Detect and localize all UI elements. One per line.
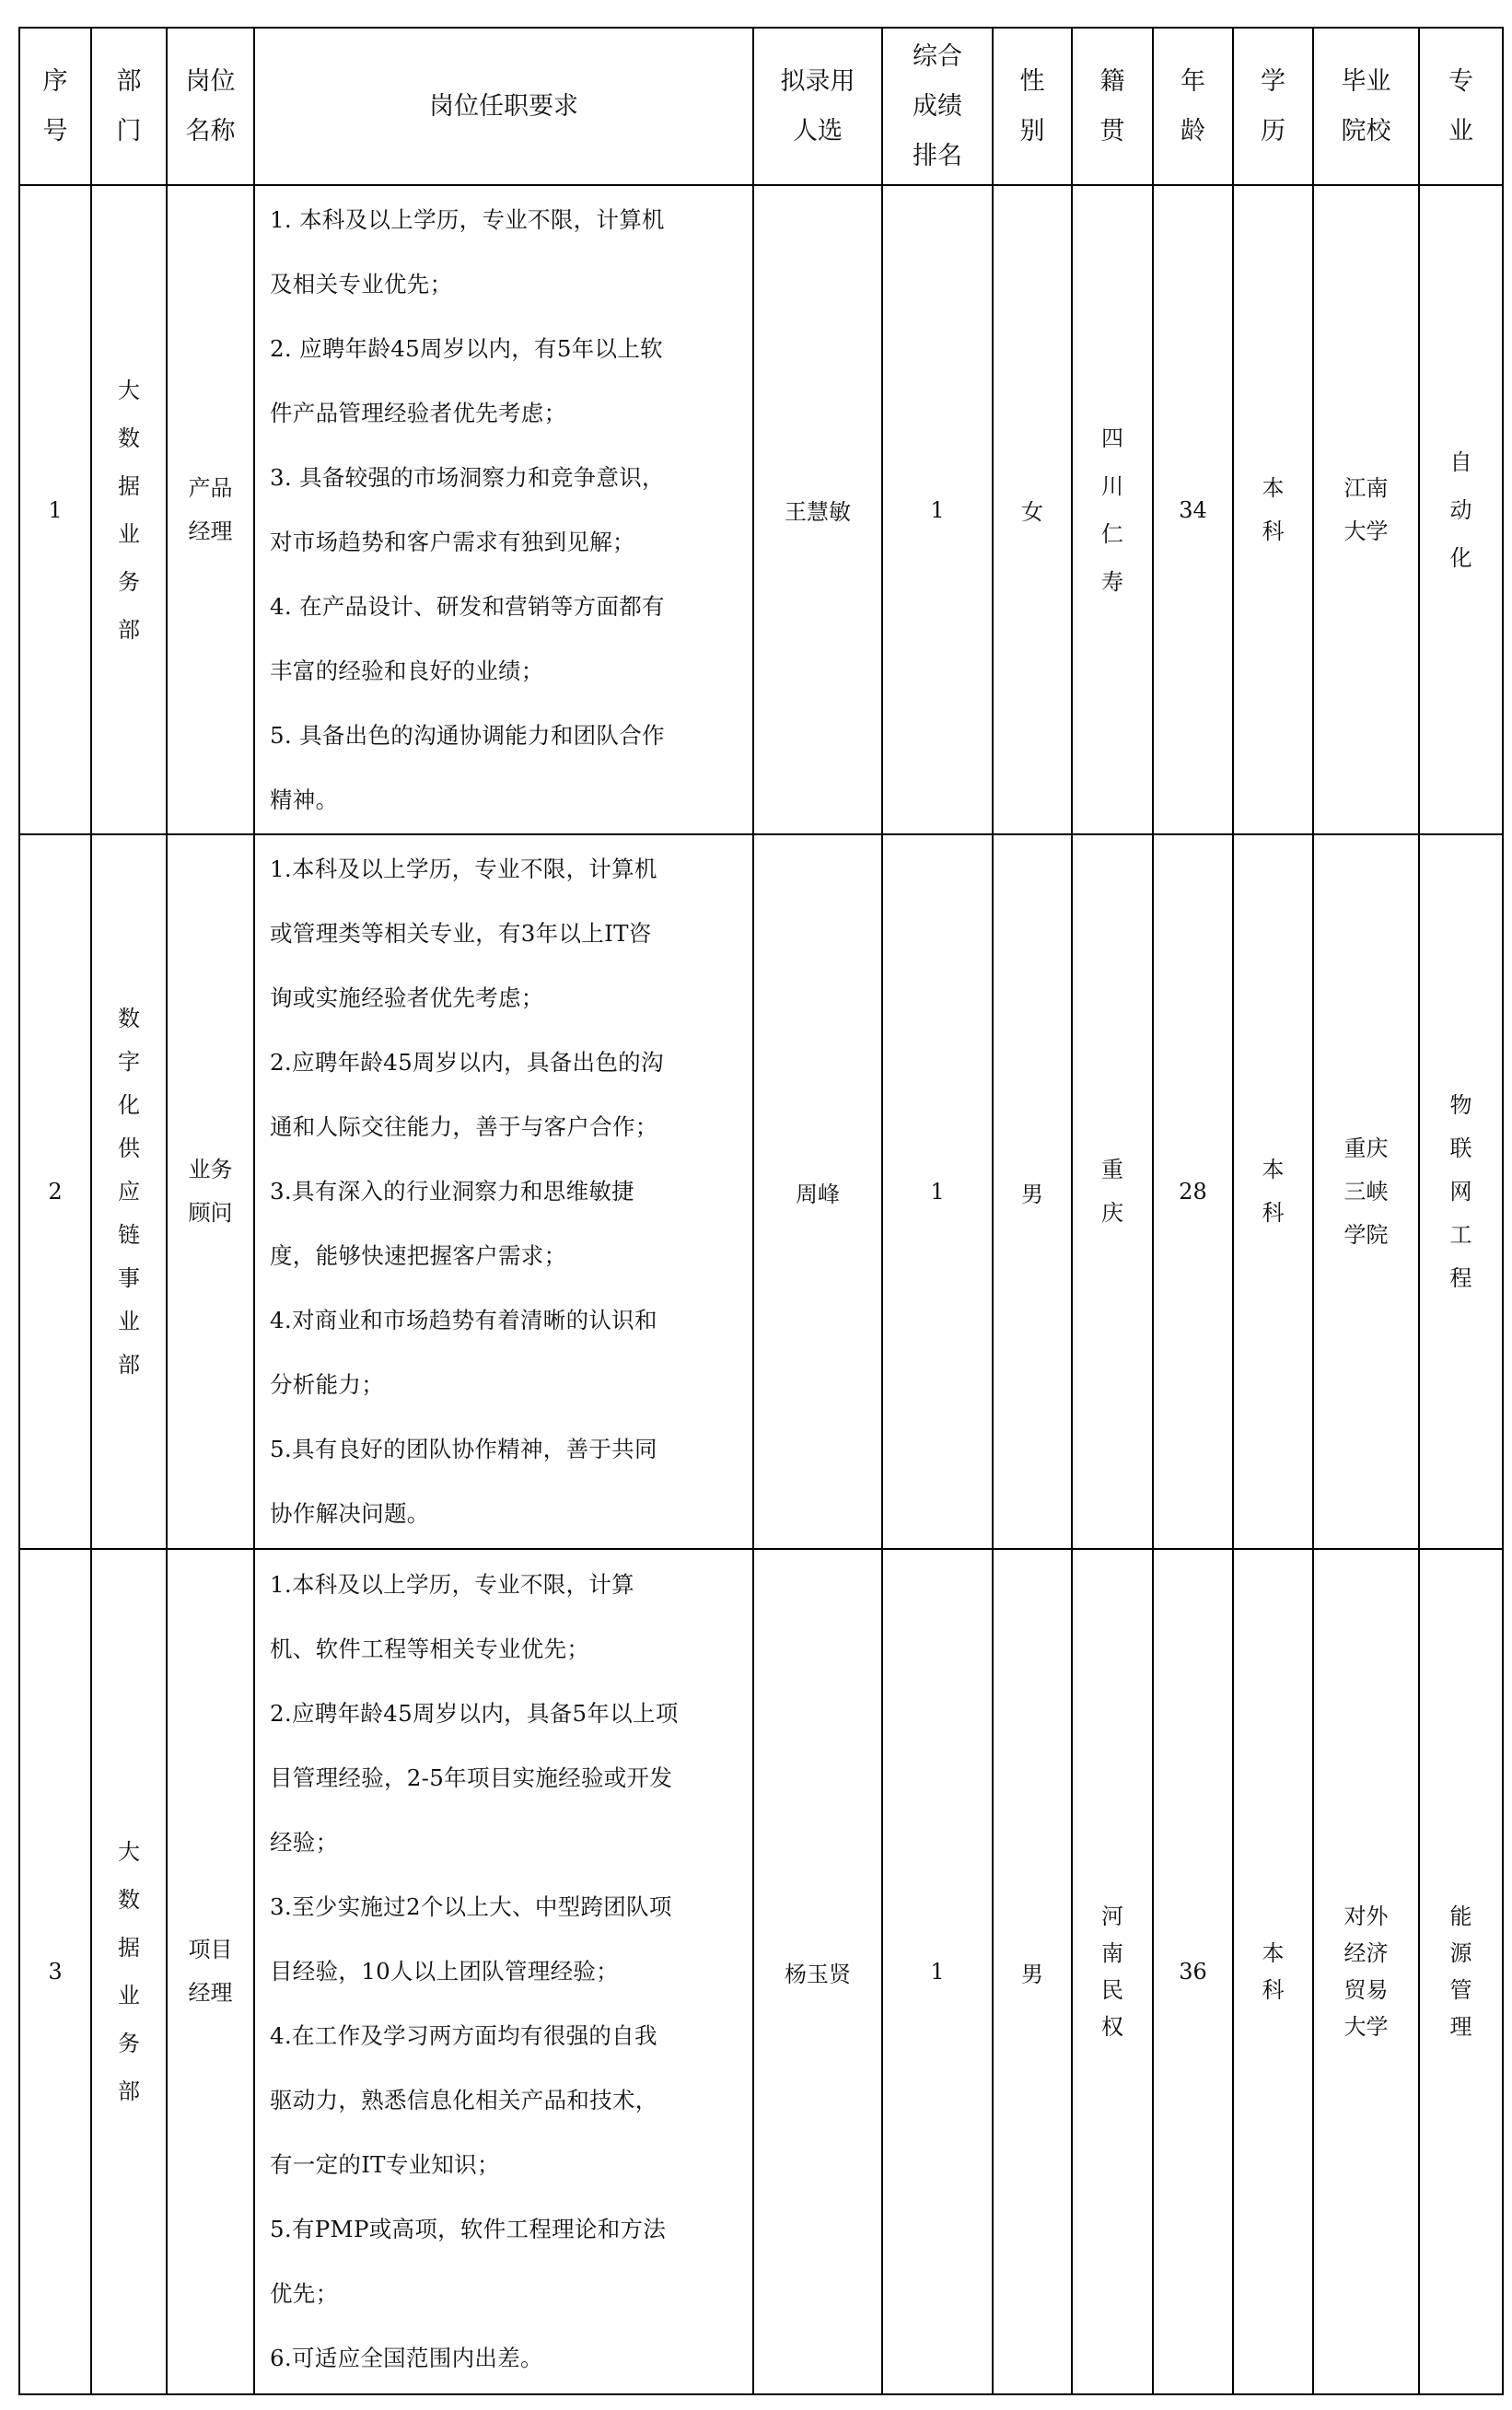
requirement-line: 3.具有深入的行业洞察力和思维敏捷 xyxy=(270,1178,634,1205)
cell-origin: 河南民权 xyxy=(1072,1549,1153,2394)
table-row xyxy=(19,185,1503,834)
cell-position: 业务顾问 xyxy=(167,834,254,1549)
cell-age: 34 xyxy=(1153,185,1233,834)
requirement-line: 1.本科及以上学历，专业不限，计算机 xyxy=(270,856,657,882)
cell-index: 1 xyxy=(19,185,91,834)
requirement-line: 5.有PMP或高项，软件工程理论和方法 xyxy=(270,2216,667,2242)
cell-education: 本科 xyxy=(1233,834,1313,1549)
cell-index: 2 xyxy=(19,834,91,1549)
cell-position: 产品经理 xyxy=(167,185,254,834)
requirement-line: 或管理类等相关专业，有3年以上IT咨 xyxy=(270,920,652,947)
header-requirements: 岗位任职要求 xyxy=(254,28,753,185)
requirement-line: 3. 具备较强的市场洞察力和竞争意识， xyxy=(270,463,665,491)
cell-origin: 重庆 xyxy=(1072,834,1153,1549)
cell-major: 物联网工程 xyxy=(1419,834,1503,1549)
requirement-line: 6.可适应全国范围内出差。 xyxy=(270,2345,543,2371)
header-age: 年龄 xyxy=(1153,28,1233,185)
header-rank: 综合成绩排名 xyxy=(882,28,993,185)
header-department: 部门 xyxy=(91,28,167,185)
cell-index: 3 xyxy=(19,1549,91,2394)
header-candidate: 拟录用人选 xyxy=(753,28,882,185)
requirement-line: 目经验，10人以上团队管理经验； xyxy=(270,1958,619,1985)
table-row xyxy=(19,1549,1503,2394)
cell-rank: 1 xyxy=(882,834,993,1549)
cell-department: 数字化供应链事业部 xyxy=(91,834,167,1549)
cell-school: 对外经济贸易大学 xyxy=(1313,1549,1419,2394)
requirement-line: 3.至少实施过2个以上大、中型跨团队项 xyxy=(270,1893,672,1920)
cell-department: 大数据业务部 xyxy=(91,1549,167,2394)
cell-education: 本科 xyxy=(1233,1549,1313,2394)
cell-requirements xyxy=(254,1549,753,2394)
table-row xyxy=(19,834,1503,1549)
requirement-line: 询或实施经验者优先考虑； xyxy=(270,984,544,1011)
requirement-line: 对市场趋势和客户需求有独到见解； xyxy=(270,528,635,555)
requirement-line: 经验； xyxy=(270,1829,339,1856)
requirement-line: 丰富的经验和良好的业绩； xyxy=(270,657,544,684)
cell-department: 大数据业务部 xyxy=(91,185,167,834)
cell-school: 重庆三峡学院 xyxy=(1313,834,1419,1549)
cell-age: 36 xyxy=(1153,1549,1233,2394)
requirement-line: 协作解决问题。 xyxy=(270,1500,430,1527)
requirement-line: 分析能力； xyxy=(270,1371,384,1398)
requirement-line: 2.应聘年龄45周岁以内，具备出色的沟 xyxy=(270,1049,664,1076)
requirement-line: 有一定的IT专业知识； xyxy=(270,2151,500,2178)
requirement-line: 目管理经验，2-5年项目实施经验或开发 xyxy=(270,1764,673,1791)
requirement-line: 1.本科及以上学历，专业不限，计算 xyxy=(270,1571,634,1598)
requirement-line: 通和人际交往能力，善于与客户合作； xyxy=(270,1113,658,1140)
header-position: 岗位名称 xyxy=(167,28,254,185)
requirement-line: 4.在工作及学习两方面均有很强的自我 xyxy=(270,2022,657,2049)
cell-candidate: 王慧敏 xyxy=(753,185,882,834)
cell-major: 自动化 xyxy=(1419,185,1503,834)
requirement-line: 及相关专业优先； xyxy=(270,270,453,297)
cell-school: 江南大学 xyxy=(1313,185,1419,834)
requirement-line: 度，能够快速把握客户需求； xyxy=(270,1242,567,1269)
requirement-line: 5. 具备出色的沟通协调能力和团队合作 xyxy=(270,721,665,749)
cell-gender: 女 xyxy=(993,185,1072,834)
requirement-line: 2.应聘年龄45周岁以内，具备5年以上项 xyxy=(270,1700,679,1727)
header-gender: 性别 xyxy=(993,28,1072,185)
cell-candidate: 杨玉贤 xyxy=(753,1549,882,2394)
cell-position: 项目经理 xyxy=(167,1549,254,2394)
cell-requirements xyxy=(254,185,753,834)
requirement-line: 2. 应聘年龄45周岁以内，有5年以上软 xyxy=(270,334,663,362)
cell-requirements xyxy=(254,834,753,1549)
cell-education: 本科 xyxy=(1233,185,1313,834)
header-index: 序号 xyxy=(19,28,91,185)
recruitment-table xyxy=(18,27,1504,2395)
cell-origin: 四川仁寿 xyxy=(1072,185,1153,834)
cell-gender: 男 xyxy=(993,834,1072,1549)
header-row xyxy=(19,28,1503,185)
requirement-line: 机、软件工程等相关专业优先； xyxy=(270,1636,590,1662)
cell-rank: 1 xyxy=(882,1549,993,2394)
cell-age: 28 xyxy=(1153,834,1233,1549)
cell-candidate: 周峰 xyxy=(753,834,882,1549)
requirement-line: 优先； xyxy=(270,2280,339,2307)
header-education: 学历 xyxy=(1233,28,1313,185)
cell-rank: 1 xyxy=(882,185,993,834)
header-school: 毕业院校 xyxy=(1313,28,1419,185)
requirement-line: 1. 本科及以上学历，专业不限，计算机 xyxy=(270,205,665,233)
requirement-line: 4.对商业和市场趋势有着清晰的认识和 xyxy=(270,1307,657,1333)
requirement-line: 5.具有良好的团队协作精神，善于共同 xyxy=(270,1436,657,1462)
cell-major: 能源管理 xyxy=(1419,1549,1503,2394)
cell-gender: 男 xyxy=(993,1549,1072,2394)
header-origin: 籍贯 xyxy=(1072,28,1153,185)
requirement-line: 驱动力，熟悉信息化相关产品和技术， xyxy=(270,2087,658,2113)
requirement-line: 件产品管理经验者优先考虑； xyxy=(270,399,567,426)
requirement-line: 4. 在产品设计、研发和营销等方面都有 xyxy=(270,592,665,620)
header-major: 专业 xyxy=(1419,28,1503,185)
requirement-line: 精神。 xyxy=(270,786,339,813)
